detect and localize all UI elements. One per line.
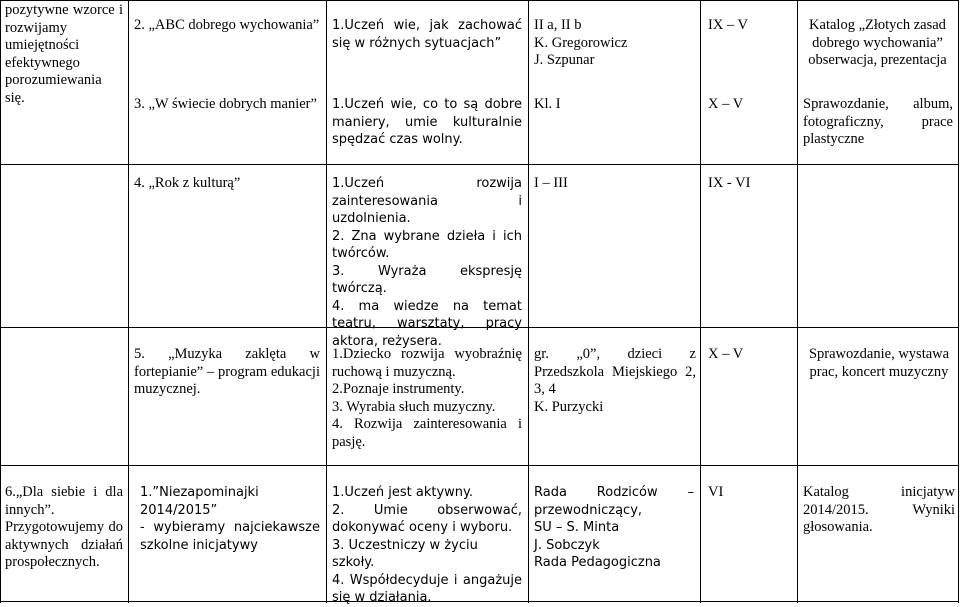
outcome-item: 4. Współdecyduje i angażuje się w działania. — [332, 572, 522, 605]
outcome-item: 1.Uczeń rozwija zainteresowania i uzdolnienia. — [332, 176, 522, 226]
column-divider — [528, 0, 529, 603]
topic-title: 2. „ABC dobrego wychowania” — [134, 17, 320, 33]
participants-line: Rada Pedagogiczna — [534, 555, 661, 570]
project-line: - wybieramy najciekawsze szkolne inicjatywy — [140, 520, 320, 553]
project-line: 1.”Niezapominajki 2014/2015” — [140, 485, 259, 518]
topic-title: 3. „W świecie dobrych manier” — [134, 96, 317, 112]
participants-line: J. Szpunar — [534, 52, 595, 68]
topic-title: 4. „Rok z kulturą” — [134, 175, 241, 191]
column-divider — [128, 0, 129, 603]
outcome-list — [332, 346, 522, 451]
term: IX – V — [708, 17, 749, 33]
participants-line: gr. „0”, dzieci z Przedszkola Miejskiego 2, 3, 4 — [534, 346, 696, 397]
column-divider — [797, 0, 798, 603]
outcome-item: 3. Wyraża ekspresję twórczą. — [332, 263, 522, 296]
row-divider — [0, 0, 959, 1]
participants — [534, 484, 694, 572]
outcome-list — [332, 175, 522, 350]
participants-line: K. Gregorowicz — [534, 34, 628, 51]
term: X – V — [708, 346, 744, 362]
row-divider — [0, 465, 959, 466]
project-description — [140, 484, 320, 554]
outcome-item: 2. Zna wybrane dzieła i ich twórców. — [332, 228, 522, 261]
evaluation: Katalog inicjatyw 2014/2015. Wyniki głosowania. — [803, 484, 955, 535]
row-divider — [0, 164, 959, 165]
term: VI — [708, 484, 724, 500]
outcome-text: 1.Uczeń wie, co to są dobre maniery, umie kulturalnie spędzać czas wolny. — [332, 97, 522, 147]
participants: Kl. I — [534, 96, 561, 112]
column-divider — [326, 0, 327, 603]
outcome-list — [332, 484, 522, 607]
topic-title: 6.„Dla siebie i dla innych”. Przygotowujemy do aktywnych działań prospołecznych. — [5, 484, 123, 570]
evaluation: Katalog „Złotych zasad dobrego wychowania” obserwacja, prezentacja — [808, 17, 947, 68]
outcome-item: 1.Uczeń jest aktywny. — [332, 485, 474, 500]
column-divider — [700, 0, 701, 603]
outcome-item: 4. Rozwija zainteresowania i pasję. — [332, 416, 522, 450]
outcome-item: 1.Dziecko rozwija wyobraźnię ruchową i muzyczną. — [332, 346, 522, 380]
outcome-item: 2. Umie obserwować, dokonywać oceny i wyboru. — [332, 502, 522, 535]
participants: I – III — [534, 175, 568, 191]
participants-line: Rada Rodziców – przewodniczący, — [534, 485, 694, 518]
participants-line: II a, II b — [534, 17, 582, 33]
topic-title: 5. „Muzyka zaklęta w fortepianie” – program edukacji muzycznej. — [134, 346, 320, 397]
participants — [534, 346, 696, 416]
evaluation: Sprawozdanie, wystawa prac, koncert muzyczny — [808, 346, 950, 380]
table-border-left — [0, 0, 1, 603]
outcome-item: 2.Poznaje instrumenty. — [332, 381, 465, 397]
evaluation: Sprawozdanie, album, fotograficzny, prace plastyczne — [803, 96, 953, 147]
outcome-item: 4. ma wiedze na temat teatru, warsztaty, pracy aktora, reżysera. — [332, 298, 522, 349]
table-border-right — [958, 0, 959, 603]
outcome-item: 3. Wyrabia słuch muzyczny. — [332, 398, 496, 415]
term: X – V — [708, 96, 744, 112]
outcome-item: 3. Uczestniczy w życiu szkoły. — [332, 537, 478, 570]
participants-line: K. Purzycki — [534, 398, 604, 415]
participants-line: SU – S. Minta — [534, 520, 620, 535]
participants-line: J. Sobczyk — [534, 537, 600, 553]
participants — [534, 17, 694, 70]
outcome-text: 1.Uczeń wie, jak zachować się w różnych sytuacjach” — [332, 18, 522, 51]
goal-text: pozytywne wzorce i rozwijamy umiejętności efektywnego porozumiewania się. — [5, 2, 123, 106]
term: IX - VI — [708, 175, 751, 191]
